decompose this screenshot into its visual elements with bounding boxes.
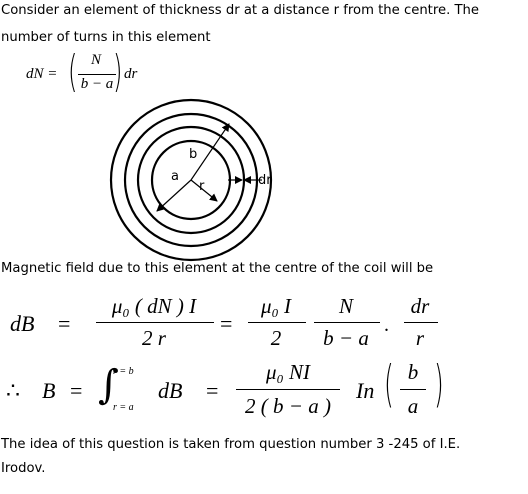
eq3-equals-1: = [70, 378, 83, 403]
eq3-frac-den: 2 ( b − a ) [245, 394, 331, 418]
eq3-ln-num: b [407, 360, 419, 384]
label-dr: dr [258, 173, 272, 188]
eq1-tail: dr [124, 66, 138, 82]
eq3-integral-sign: ∫ [98, 362, 119, 408]
eq1-denominator: b − a [80, 76, 114, 92]
eq2-equals-1: = [58, 311, 71, 336]
eq2-frac4-num: dr [410, 294, 430, 318]
eq2-frac1-bar [96, 322, 214, 323]
eq3-equals-2: = [206, 378, 219, 403]
eq2-frac4-bar [404, 322, 438, 323]
intro-line-2: number of turns in this element [1, 30, 211, 45]
eq2-frac2-num: μ₀ I [260, 294, 292, 318]
eq1-lhs: dN = [26, 66, 58, 82]
eq2-frac1-num: μ₀ ( dN ) I [111, 294, 197, 318]
eq2-frac2-den: 2 [270, 326, 282, 350]
eq2-frac2-bar [248, 322, 306, 323]
label-b: b [189, 147, 198, 162]
eq2-frac1-den: 2 r [142, 326, 166, 350]
eq3-ln: In [356, 378, 375, 403]
eq2-frac3-bar [314, 322, 380, 323]
eq2-equals-2: = [220, 311, 233, 336]
eq3-lower-limit: r = a [113, 402, 134, 413]
footer-line-2: Irodov. [1, 461, 46, 476]
eq3-integrand: dB [158, 378, 183, 403]
radius-a-arrow [157, 180, 191, 211]
eq3-frac-num: μ₀ NI [265, 360, 311, 384]
field-text: Magnetic field due to this element at the centre of the coil will be [1, 261, 434, 276]
footer-line-1: The idea of this question is taken from question number 3 -245 of I.E. [1, 437, 461, 452]
eq1-numerator: N [90, 52, 101, 68]
eq3-frac-bar [236, 389, 340, 390]
eq3-lhs: B [42, 378, 56, 403]
eq3-upper-limit: r = b [113, 366, 134, 377]
eq2-frac3-den: b − a [323, 326, 369, 350]
eq3-ln-bar [400, 389, 426, 390]
eq3-therefore: ∴ [6, 378, 20, 403]
eq1-right-paren: ) [113, 46, 123, 97]
eq3-left-paren: ( [384, 355, 394, 413]
eq2-frac4-den: r [415, 326, 425, 350]
eq3-right-paren: ) [434, 355, 444, 413]
eq1-left-paren: ( [68, 46, 78, 97]
eq2-frac3-num: N [338, 294, 353, 318]
eq3-ln-den: a [407, 394, 419, 418]
intro-line-1: Consider an element of thickness dr at a distance r from the centre. The [1, 3, 480, 18]
label-a: a [171, 169, 179, 184]
eq2-lhs: dB [10, 311, 35, 336]
eq2-dot: . [384, 314, 389, 336]
label-r: r [199, 179, 205, 194]
